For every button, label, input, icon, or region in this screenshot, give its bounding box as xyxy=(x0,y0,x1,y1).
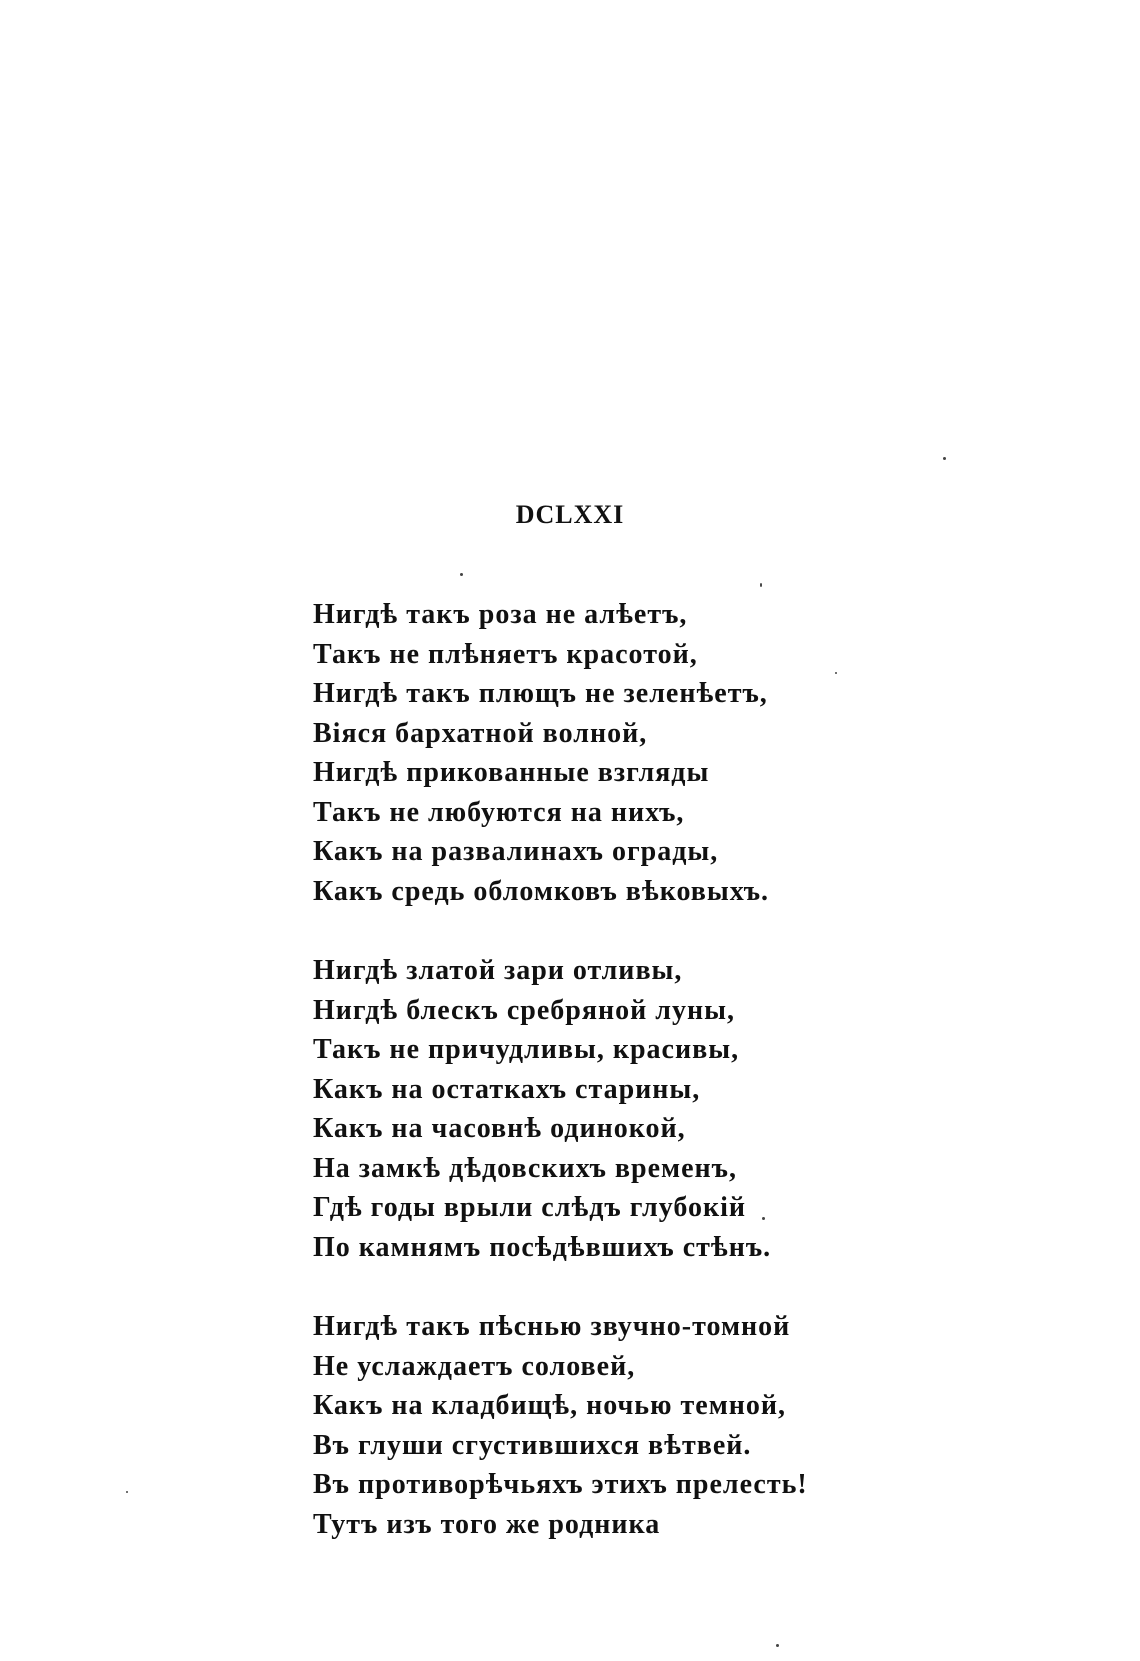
poem-line: Въ противорѣчьяхъ этихъ прелесть! xyxy=(313,1469,808,1500)
stanza-3 xyxy=(313,1307,873,1544)
scan-speck xyxy=(835,672,837,674)
scan-speck xyxy=(776,1644,779,1647)
poem-line: Такъ не плѣняетъ красотой, xyxy=(313,638,698,670)
poem-line: Такъ не причудливы, красивы, xyxy=(313,1034,740,1065)
poem-line: Какъ средь обломковъ вѣковыхъ. xyxy=(313,875,770,907)
scan-speck xyxy=(943,457,946,460)
poem-line: Какъ на кладбищѣ, ночью темной, xyxy=(313,1390,787,1421)
poem-line: Какъ на остаткахъ старины, xyxy=(313,1073,701,1105)
stanza-1 xyxy=(313,595,873,911)
poem-line: По камнямъ посѣдѣвшихъ стѣнъ. xyxy=(313,1231,772,1263)
scan-speck xyxy=(762,1217,765,1220)
poem-line: Не услаждаетъ соловей, xyxy=(313,1350,636,1382)
poem-line: Нигдѣ такъ плющъ не зеленѣетъ, xyxy=(313,678,768,709)
poem-line: Нигдѣ такъ роза не алѣетъ, xyxy=(313,599,688,630)
scan-speck xyxy=(126,1491,128,1493)
poem-number-heading: DCLXXI xyxy=(515,500,625,529)
scan-speck xyxy=(760,583,762,587)
poem-line: Віяся бархатной волной, xyxy=(313,717,648,749)
poem-body xyxy=(313,595,873,1584)
poem-line: Нигдѣ златой зари отливы, xyxy=(313,955,683,986)
poem-line: Такъ не любуются на нихъ, xyxy=(313,796,685,828)
poem-line: Какъ на развалинахъ ограды, xyxy=(313,836,719,867)
poem-line: Нигдѣ прикованные взгляды xyxy=(313,757,710,788)
poem-line: На замкѣ дѣдовскихъ временъ, xyxy=(313,1152,737,1184)
poem-line: Какъ на часовнѣ одинокой, xyxy=(313,1113,686,1144)
poem-line: Тутъ изъ того же родника xyxy=(313,1508,661,1540)
scan-speck xyxy=(460,573,463,576)
stanza-2 xyxy=(313,951,873,1267)
poem-line: Нигдѣ такъ пѣснью звучно-томной xyxy=(313,1311,791,1342)
poem-line: Въ глуши сгустившихся вѣтвей. xyxy=(313,1429,752,1461)
poem-line: Нигдѣ блескъ сребряной луны, xyxy=(313,994,735,1026)
poem-line: Гдѣ годы врыли слѣдъ глубокій xyxy=(313,1192,747,1223)
